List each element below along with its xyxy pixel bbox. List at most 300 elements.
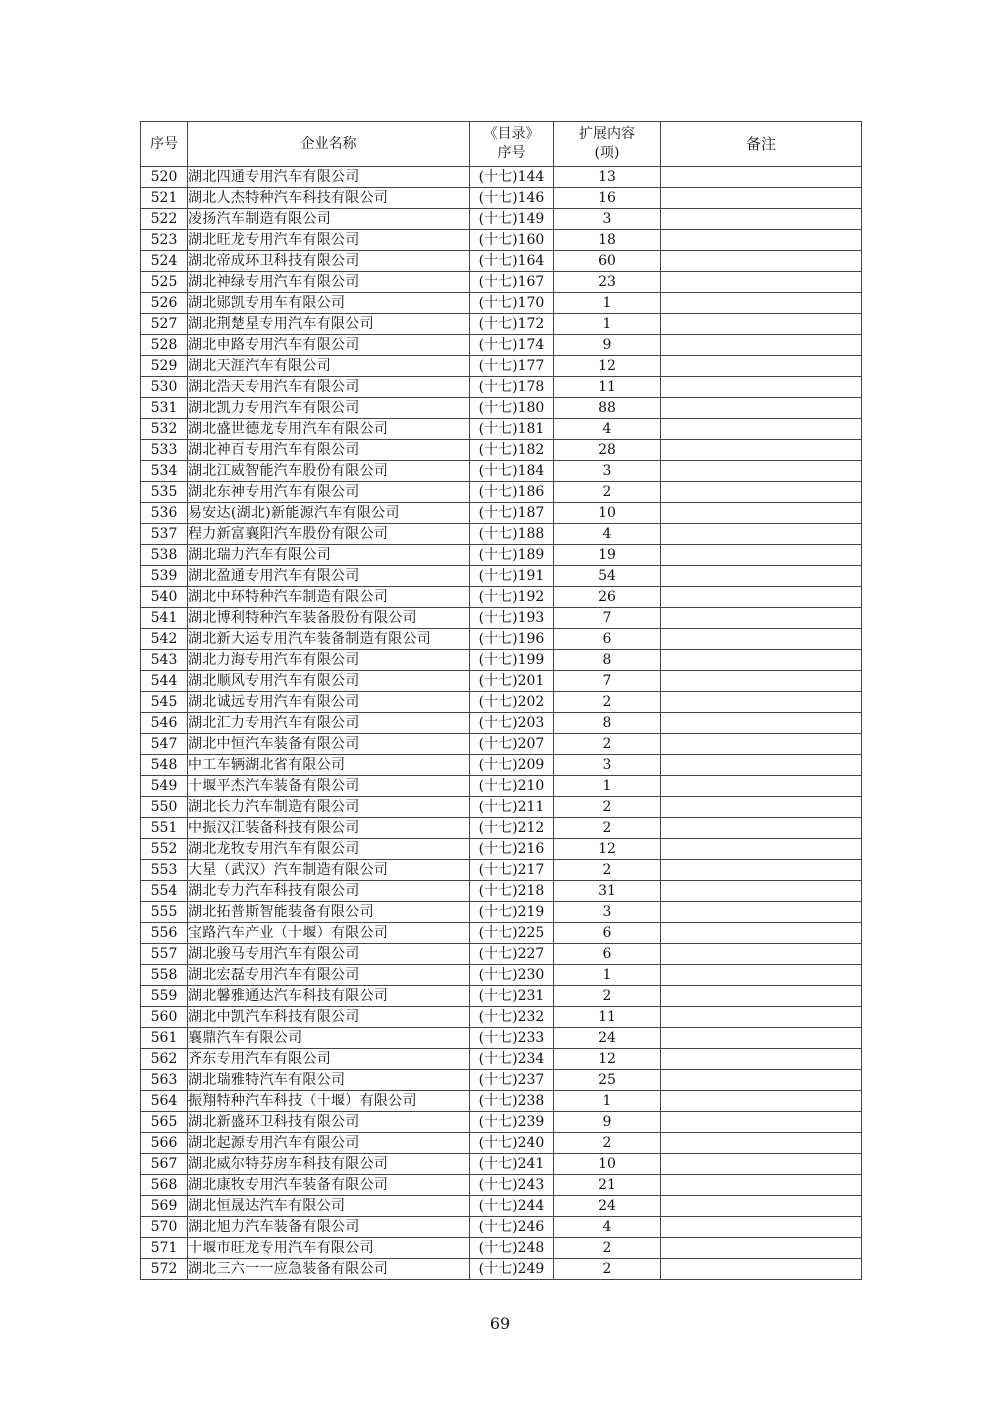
header-extended-items-line2: (项) — [594, 145, 620, 161]
cell-serial-number: 526 — [141, 293, 188, 314]
cell-catalog-number: (十七)232 — [470, 1007, 554, 1028]
cell-serial-number: 524 — [141, 251, 188, 272]
cell-company-name: 湖北凯力专用汽车有限公司 — [188, 398, 470, 419]
cell-company-name: 湖北申路专用汽车有限公司 — [188, 335, 470, 356]
cell-company-name: 湖北东神专用汽车有限公司 — [188, 482, 470, 503]
cell-extended-items: 13 — [554, 167, 661, 188]
cell-catalog-number: (十七)167 — [470, 272, 554, 293]
cell-remarks — [661, 398, 862, 419]
cell-extended-items: 2 — [554, 692, 661, 713]
cell-catalog-number: (十七)184 — [470, 461, 554, 482]
cell-remarks — [661, 839, 862, 860]
cell-extended-items: 54 — [554, 566, 661, 587]
cell-remarks — [661, 566, 862, 587]
table-row — [141, 1091, 862, 1112]
cell-extended-items: 4 — [554, 524, 661, 545]
cell-company-name: 齐东专用汽车有限公司 — [188, 1049, 470, 1070]
table-row — [141, 1259, 862, 1280]
cell-remarks — [661, 692, 862, 713]
table-row — [141, 356, 862, 377]
cell-serial-number: 547 — [141, 734, 188, 755]
cell-catalog-number: (十七)188 — [470, 524, 554, 545]
cell-catalog-number: (十七)174 — [470, 335, 554, 356]
cell-remarks — [661, 377, 862, 398]
table-row — [141, 1028, 862, 1049]
cell-catalog-number: (十七)201 — [470, 671, 554, 692]
cell-extended-items: 2 — [554, 818, 661, 839]
cell-serial-number: 552 — [141, 839, 188, 860]
cell-remarks — [661, 1175, 862, 1196]
cell-serial-number: 537 — [141, 524, 188, 545]
cell-catalog-number: (十七)180 — [470, 398, 554, 419]
cell-company-name: 湖北人杰特种汽车科技有限公司 — [188, 188, 470, 209]
cell-company-name: 湖北中环特种汽车制造有限公司 — [188, 587, 470, 608]
cell-company-name: 湖北新盛环卫科技有限公司 — [188, 1112, 470, 1133]
cell-extended-items: 16 — [554, 188, 661, 209]
cell-company-name: 湖北郧凯专用车有限公司 — [188, 293, 470, 314]
cell-catalog-number: (十七)243 — [470, 1175, 554, 1196]
cell-serial-number: 544 — [141, 671, 188, 692]
cell-serial-number: 523 — [141, 230, 188, 251]
table-row — [141, 314, 862, 335]
table-row — [141, 209, 862, 230]
cell-company-name: 易安达(湖北)新能源汽车有限公司 — [188, 503, 470, 524]
cell-company-name: 湖北神绿专用汽车有限公司 — [188, 272, 470, 293]
cell-extended-items: 2 — [554, 986, 661, 1007]
cell-extended-items: 18 — [554, 230, 661, 251]
cell-remarks — [661, 713, 862, 734]
table-row — [141, 734, 862, 755]
cell-company-name: 湖北龙牧专用汽车有限公司 — [188, 839, 470, 860]
cell-remarks — [661, 986, 862, 1007]
table-row — [141, 965, 862, 986]
cell-catalog-number: (十七)210 — [470, 776, 554, 797]
cell-catalog-number: (十七)172 — [470, 314, 554, 335]
cell-company-name: 湖北顺风专用汽车有限公司 — [188, 671, 470, 692]
table-row — [141, 461, 862, 482]
table-row — [141, 272, 862, 293]
cell-company-name: 湖北旺龙专用汽车有限公司 — [188, 230, 470, 251]
table-body — [141, 167, 862, 1280]
cell-extended-items: 25 — [554, 1070, 661, 1091]
cell-catalog-number: (十七)230 — [470, 965, 554, 986]
cell-catalog-number: (十七)249 — [470, 1259, 554, 1280]
cell-extended-items: 3 — [554, 902, 661, 923]
cell-company-name: 湖北江威智能汽车股份有限公司 — [188, 461, 470, 482]
cell-remarks — [661, 1112, 862, 1133]
cell-company-name: 湖北盈通专用汽车有限公司 — [188, 566, 470, 587]
cell-serial-number: 543 — [141, 650, 188, 671]
cell-extended-items: 60 — [554, 251, 661, 272]
cell-serial-number: 570 — [141, 1217, 188, 1238]
cell-company-name: 湖北中凯汽车科技有限公司 — [188, 1007, 470, 1028]
table-row — [141, 902, 862, 923]
cell-remarks — [661, 356, 862, 377]
cell-catalog-number: (十七)186 — [470, 482, 554, 503]
table-row — [141, 440, 862, 461]
cell-extended-items: 1 — [554, 1091, 661, 1112]
cell-remarks — [661, 881, 862, 902]
table-row — [141, 755, 862, 776]
cell-serial-number: 553 — [141, 860, 188, 881]
table-row — [141, 566, 862, 587]
table-row — [141, 1217, 862, 1238]
cell-extended-items: 31 — [554, 881, 661, 902]
cell-extended-items: 2 — [554, 1133, 661, 1154]
cell-remarks — [661, 545, 862, 566]
cell-remarks — [661, 734, 862, 755]
cell-extended-items: 12 — [554, 356, 661, 377]
cell-serial-number: 555 — [141, 902, 188, 923]
cell-serial-number: 521 — [141, 188, 188, 209]
cell-company-name: 湖北诚远专用汽车有限公司 — [188, 692, 470, 713]
cell-remarks — [661, 650, 862, 671]
cell-remarks — [661, 524, 862, 545]
cell-catalog-number: (十七)219 — [470, 902, 554, 923]
table-row — [141, 545, 862, 566]
cell-catalog-number: (十七)246 — [470, 1217, 554, 1238]
cell-extended-items: 2 — [554, 734, 661, 755]
cell-extended-items: 8 — [554, 650, 661, 671]
cell-serial-number: 557 — [141, 944, 188, 965]
cell-serial-number: 571 — [141, 1238, 188, 1259]
company-table — [140, 121, 862, 1280]
cell-serial-number: 522 — [141, 209, 188, 230]
cell-catalog-number: (十七)149 — [470, 209, 554, 230]
cell-extended-items: 11 — [554, 377, 661, 398]
cell-catalog-number: (十七)178 — [470, 377, 554, 398]
cell-catalog-number: (十七)191 — [470, 566, 554, 587]
cell-remarks — [661, 1049, 862, 1070]
cell-remarks — [661, 335, 862, 356]
cell-catalog-number: (十七)189 — [470, 545, 554, 566]
cell-remarks — [661, 1196, 862, 1217]
table-row — [141, 482, 862, 503]
table-row — [141, 503, 862, 524]
cell-remarks — [661, 944, 862, 965]
cell-company-name: 湖北康牧专用汽车装备有限公司 — [188, 1175, 470, 1196]
cell-company-name: 宝路汽车产业（十堰）有限公司 — [188, 923, 470, 944]
cell-catalog-number: (十七)238 — [470, 1091, 554, 1112]
cell-extended-items: 4 — [554, 419, 661, 440]
cell-remarks — [661, 230, 862, 251]
header-serial-number: 序号 — [141, 122, 188, 167]
cell-remarks — [661, 482, 862, 503]
cell-catalog-number: (十七)160 — [470, 230, 554, 251]
table-row — [141, 251, 862, 272]
cell-company-name: 湖北瑞雅特汽车有限公司 — [188, 1070, 470, 1091]
cell-serial-number: 541 — [141, 608, 188, 629]
table-row — [141, 1133, 862, 1154]
cell-extended-items: 2 — [554, 1238, 661, 1259]
cell-serial-number: 538 — [141, 545, 188, 566]
cell-catalog-number: (十七)193 — [470, 608, 554, 629]
header-remarks: 备注 — [661, 122, 862, 167]
cell-extended-items: 12 — [554, 1049, 661, 1070]
table-header — [141, 122, 862, 167]
cell-company-name: 湖北天涯汽车有限公司 — [188, 356, 470, 377]
table-row — [141, 1007, 862, 1028]
table-row — [141, 608, 862, 629]
cell-serial-number: 535 — [141, 482, 188, 503]
table-row — [141, 419, 862, 440]
cell-remarks — [661, 419, 862, 440]
cell-extended-items: 23 — [554, 272, 661, 293]
cell-extended-items: 9 — [554, 1112, 661, 1133]
cell-serial-number: 529 — [141, 356, 188, 377]
cell-catalog-number: (十七)146 — [470, 188, 554, 209]
cell-remarks — [661, 209, 862, 230]
cell-catalog-number: (十七)203 — [470, 713, 554, 734]
cell-company-name: 湖北起源专用汽车有限公司 — [188, 1133, 470, 1154]
cell-company-name: 中工车辆湖北省有限公司 — [188, 755, 470, 776]
cell-extended-items: 2 — [554, 797, 661, 818]
cell-extended-items: 1 — [554, 965, 661, 986]
cell-catalog-number: (十七)177 — [470, 356, 554, 377]
cell-company-name: 湖北新大运专用汽车装备制造有限公司 — [188, 629, 470, 650]
table-row — [141, 335, 862, 356]
cell-catalog-number: (十七)233 — [470, 1028, 554, 1049]
table-row — [141, 839, 862, 860]
cell-remarks — [661, 902, 862, 923]
table-row — [141, 398, 862, 419]
cell-company-name: 湖北汇力专用汽车有限公司 — [188, 713, 470, 734]
cell-extended-items: 24 — [554, 1028, 661, 1049]
cell-catalog-number: (十七)240 — [470, 1133, 554, 1154]
cell-company-name: 湖北威尔特芬房车科技有限公司 — [188, 1154, 470, 1175]
cell-company-name: 湖北旭力汽车装备有限公司 — [188, 1217, 470, 1238]
cell-catalog-number: (十七)248 — [470, 1238, 554, 1259]
table-row — [141, 986, 862, 1007]
table-row — [141, 1049, 862, 1070]
cell-remarks — [661, 1217, 862, 1238]
cell-company-name: 凌扬汽车制造有限公司 — [188, 209, 470, 230]
cell-company-name: 湖北浩天专用汽车有限公司 — [188, 377, 470, 398]
header-row — [141, 122, 862, 167]
cell-serial-number: 527 — [141, 314, 188, 335]
cell-extended-items: 6 — [554, 944, 661, 965]
cell-company-name: 湖北盛世德龙专用汽车有限公司 — [188, 419, 470, 440]
cell-company-name: 湖北四通专用汽车有限公司 — [188, 167, 470, 188]
cell-remarks — [661, 1238, 862, 1259]
cell-company-name: 湖北恒晟达汽车有限公司 — [188, 1196, 470, 1217]
table-row — [141, 1154, 862, 1175]
cell-company-name: 湖北神百专用汽车有限公司 — [188, 440, 470, 461]
table-row — [141, 188, 862, 209]
cell-company-name: 湖北博利特种汽车装备股份有限公司 — [188, 608, 470, 629]
cell-extended-items: 8 — [554, 713, 661, 734]
cell-serial-number: 545 — [141, 692, 188, 713]
cell-catalog-number: (十七)192 — [470, 587, 554, 608]
cell-serial-number: 528 — [141, 335, 188, 356]
cell-serial-number: 566 — [141, 1133, 188, 1154]
cell-company-name: 湖北宏磊专用汽车有限公司 — [188, 965, 470, 986]
cell-company-name: 襄鼎汽车有限公司 — [188, 1028, 470, 1049]
cell-catalog-number: (十七)202 — [470, 692, 554, 713]
cell-catalog-number: (十七)170 — [470, 293, 554, 314]
cell-serial-number: 531 — [141, 398, 188, 419]
cell-remarks — [661, 503, 862, 524]
table-row — [141, 923, 862, 944]
cell-extended-items: 26 — [554, 587, 661, 608]
cell-catalog-number: (十七)225 — [470, 923, 554, 944]
cell-serial-number: 563 — [141, 1070, 188, 1091]
cell-serial-number: 559 — [141, 986, 188, 1007]
cell-company-name: 湖北瑞力汽车有限公司 — [188, 545, 470, 566]
page-number: 69 — [489, 1314, 511, 1333]
cell-remarks — [661, 188, 862, 209]
cell-remarks — [661, 1259, 862, 1280]
cell-serial-number: 536 — [141, 503, 188, 524]
header-company-name: 企业名称 — [188, 122, 470, 167]
cell-catalog-number: (十七)216 — [470, 839, 554, 860]
cell-serial-number: 548 — [141, 755, 188, 776]
cell-catalog-number: (十七)234 — [470, 1049, 554, 1070]
header-extended-items — [554, 122, 661, 167]
table-row — [141, 776, 862, 797]
table-row — [141, 377, 862, 398]
table-row — [141, 671, 862, 692]
cell-serial-number: 534 — [141, 461, 188, 482]
cell-extended-items: 6 — [554, 923, 661, 944]
cell-serial-number: 520 — [141, 167, 188, 188]
cell-company-name: 湖北力海专用汽车有限公司 — [188, 650, 470, 671]
cell-company-name: 湖北中恒汽车装备有限公司 — [188, 734, 470, 755]
cell-extended-items: 7 — [554, 608, 661, 629]
cell-remarks — [661, 923, 862, 944]
table-row — [141, 650, 862, 671]
cell-serial-number: 564 — [141, 1091, 188, 1112]
cell-serial-number: 549 — [141, 776, 188, 797]
cell-catalog-number: (十七)237 — [470, 1070, 554, 1091]
table-row — [141, 1196, 862, 1217]
table-row — [141, 587, 862, 608]
cell-serial-number: 558 — [141, 965, 188, 986]
cell-catalog-number: (十七)239 — [470, 1112, 554, 1133]
cell-company-name: 湖北荆楚星专用汽车有限公司 — [188, 314, 470, 335]
cell-catalog-number: (十七)144 — [470, 167, 554, 188]
cell-extended-items: 19 — [554, 545, 661, 566]
cell-extended-items: 12 — [554, 839, 661, 860]
cell-serial-number: 546 — [141, 713, 188, 734]
cell-remarks — [661, 818, 862, 839]
cell-remarks — [661, 671, 862, 692]
cell-remarks — [661, 797, 862, 818]
cell-extended-items: 6 — [554, 629, 661, 650]
header-extended-items-line1: 扩展内容 — [579, 126, 635, 142]
header-catalog-number — [470, 122, 554, 167]
cell-remarks — [661, 1070, 862, 1091]
cell-extended-items: 4 — [554, 1217, 661, 1238]
cell-remarks — [661, 461, 862, 482]
cell-company-name: 程力新富襄阳汽车股份有限公司 — [188, 524, 470, 545]
cell-company-name: 湖北拓普斯智能装备有限公司 — [188, 902, 470, 923]
cell-serial-number: 533 — [141, 440, 188, 461]
cell-serial-number: 565 — [141, 1112, 188, 1133]
cell-remarks — [661, 440, 862, 461]
table-row — [141, 230, 862, 251]
cell-company-name: 中振汉江装备科技有限公司 — [188, 818, 470, 839]
cell-extended-items: 2 — [554, 482, 661, 503]
cell-catalog-number: (十七)231 — [470, 986, 554, 1007]
cell-remarks — [661, 629, 862, 650]
cell-extended-items: 24 — [554, 1196, 661, 1217]
cell-serial-number: 542 — [141, 629, 188, 650]
cell-catalog-number: (十七)212 — [470, 818, 554, 839]
cell-serial-number: 532 — [141, 419, 188, 440]
cell-serial-number: 560 — [141, 1007, 188, 1028]
table-row — [141, 818, 862, 839]
table-row — [141, 524, 862, 545]
cell-extended-items: 10 — [554, 503, 661, 524]
cell-catalog-number: (十七)218 — [470, 881, 554, 902]
cell-remarks — [661, 965, 862, 986]
cell-extended-items: 2 — [554, 1259, 661, 1280]
cell-company-name: 湖北三六一一应急装备有限公司 — [188, 1259, 470, 1280]
header-catalog-number-line1: 《目录》 — [483, 126, 540, 142]
table-row — [141, 881, 862, 902]
cell-company-name: 大星（武汉）汽车制造有限公司 — [188, 860, 470, 881]
cell-remarks — [661, 1091, 862, 1112]
table-row — [141, 629, 862, 650]
table-row — [141, 944, 862, 965]
cell-extended-items: 3 — [554, 461, 661, 482]
cell-remarks — [661, 776, 862, 797]
cell-serial-number: 554 — [141, 881, 188, 902]
table-row — [141, 713, 862, 734]
cell-extended-items: 3 — [554, 755, 661, 776]
header-catalog-number-line2: 序号 — [497, 145, 526, 161]
cell-extended-items: 2 — [554, 860, 661, 881]
cell-serial-number: 568 — [141, 1175, 188, 1196]
cell-serial-number: 530 — [141, 377, 188, 398]
cell-extended-items: 28 — [554, 440, 661, 461]
table-row — [141, 860, 862, 881]
cell-serial-number: 551 — [141, 818, 188, 839]
cell-remarks — [661, 272, 862, 293]
cell-remarks — [661, 587, 862, 608]
cell-serial-number: 539 — [141, 566, 188, 587]
table-row — [141, 293, 862, 314]
cell-serial-number: 556 — [141, 923, 188, 944]
cell-remarks — [661, 293, 862, 314]
cell-remarks — [661, 755, 862, 776]
cell-catalog-number: (十七)199 — [470, 650, 554, 671]
cell-remarks — [661, 1133, 862, 1154]
cell-catalog-number: (十七)207 — [470, 734, 554, 755]
cell-catalog-number: (十七)209 — [470, 755, 554, 776]
cell-serial-number: 562 — [141, 1049, 188, 1070]
cell-catalog-number: (十七)217 — [470, 860, 554, 881]
cell-extended-items: 1 — [554, 776, 661, 797]
table-row — [141, 692, 862, 713]
cell-company-name: 湖北帝成环卫科技有限公司 — [188, 251, 470, 272]
cell-remarks — [661, 314, 862, 335]
cell-extended-items: 1 — [554, 314, 661, 335]
cell-extended-items: 21 — [554, 1175, 661, 1196]
cell-catalog-number: (十七)241 — [470, 1154, 554, 1175]
cell-company-name: 湖北骏马专用汽车有限公司 — [188, 944, 470, 965]
cell-catalog-number: (十七)244 — [470, 1196, 554, 1217]
cell-company-name: 十堰平杰汽车装备有限公司 — [188, 776, 470, 797]
cell-company-name: 湖北长力汽车制造有限公司 — [188, 797, 470, 818]
cell-serial-number: 550 — [141, 797, 188, 818]
cell-extended-items: 3 — [554, 209, 661, 230]
cell-catalog-number: (十七)164 — [470, 251, 554, 272]
cell-remarks — [661, 860, 862, 881]
cell-extended-items: 1 — [554, 293, 661, 314]
cell-remarks — [661, 1154, 862, 1175]
